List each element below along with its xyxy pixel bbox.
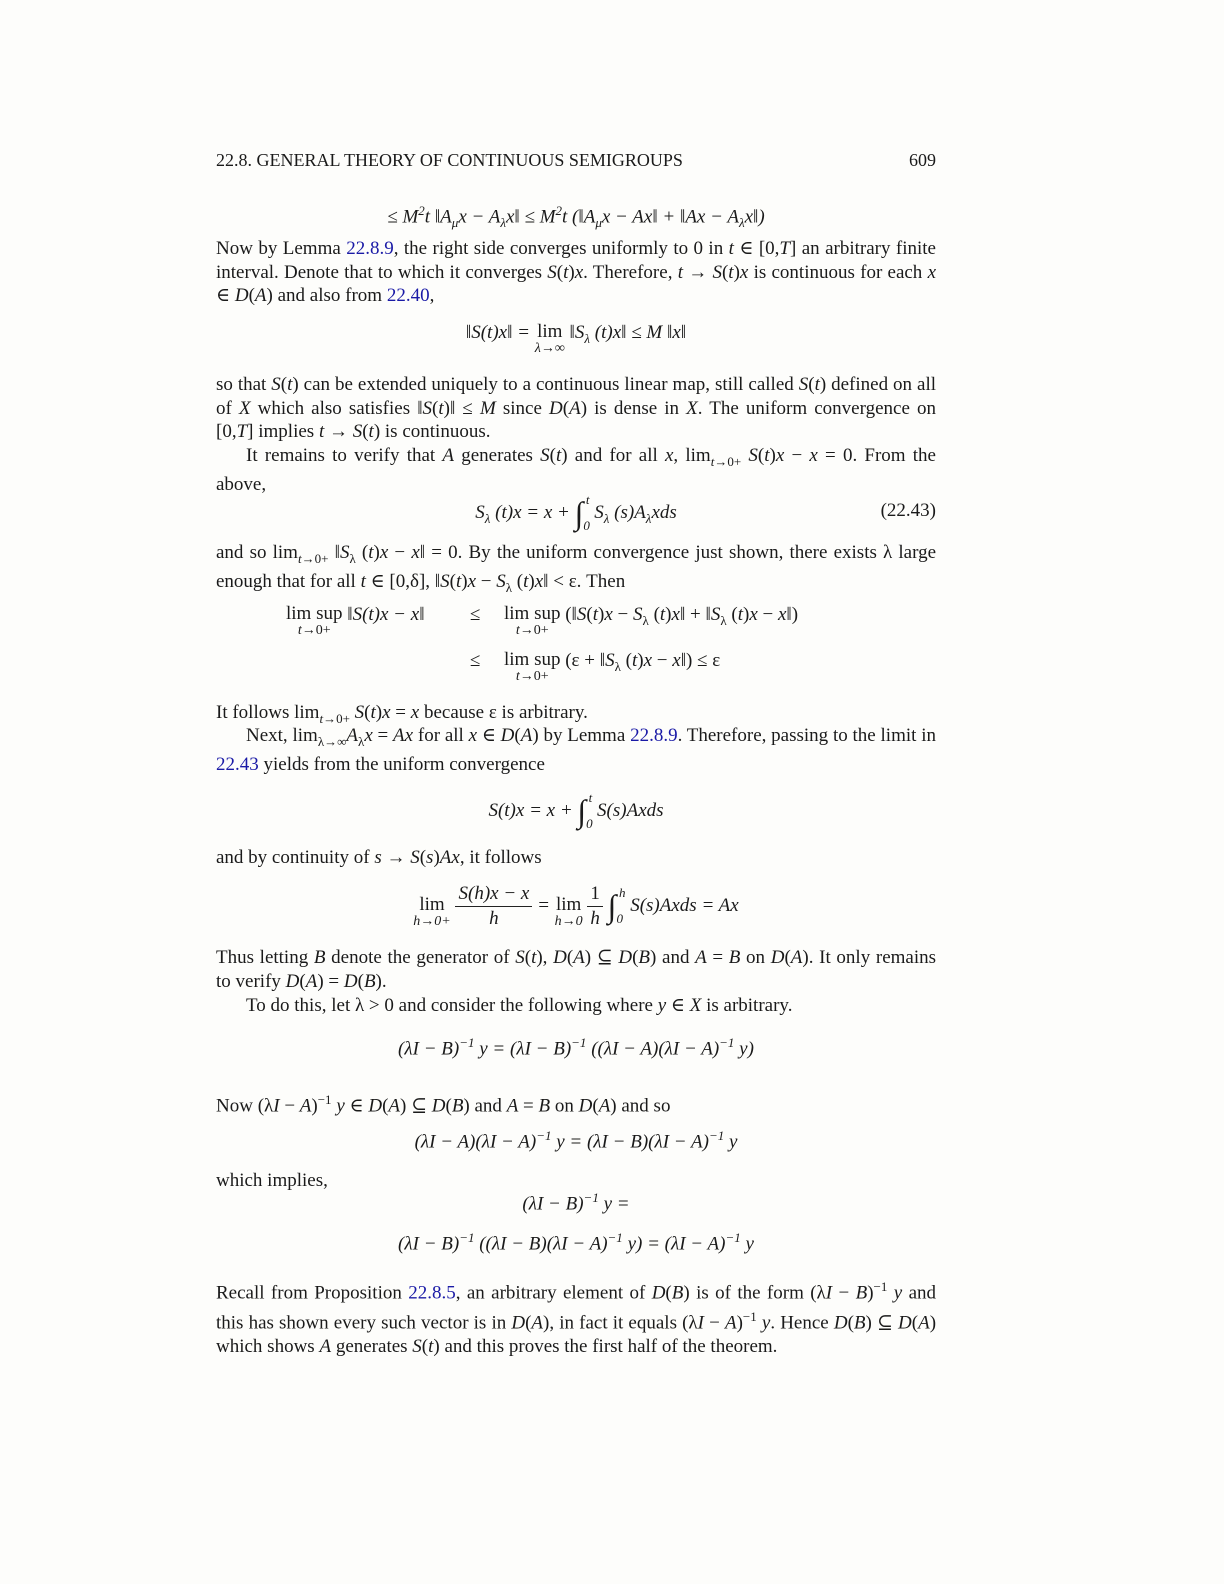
equation-generator: lim h→0+ $\frac{S(h)x - x}{h}$ = lim h→0 $\frac{1}{h}$ $\int_0^h$ S(s)Axds = Ax xyxy=(413,883,739,929)
equation-resolvent-3a: $(\lambda I - B)^{-1}$ y = xyxy=(522,1190,630,1215)
lemma-link[interactable]: 22.8.9 xyxy=(346,238,394,259)
paragraph-11: which implies, xyxy=(216,1170,328,1191)
paragraph-2: so that S(t) can be extended uniquely to a continuous linear map, still called S(t) defined on all of X which also satisfies ‖S(t)‖ ≤ M since D(A) is dense in X. The uniform convergence on [0,T] implies t → S(t) is continuous. xyxy=(216,374,936,443)
paragraph-10: Now $(\lambda I - A)^{-1}$ y ∈ D(A) ⊆ D(B) and A = B on D(A) and so xyxy=(216,1092,671,1117)
paragraph-5: It follows $\lim_{t\to 0+} S(t)x = x$ because ε is arbitrary. xyxy=(216,702,588,726)
lemma-link-2[interactable]: 22.8.9 xyxy=(630,725,678,746)
equation-resolvent-1: $(\lambda I - B)^{-1}$ $y = (\lambda I - B)^{-1}$ ($(\lambda I - A)(\lambda I - A)^{-1}$ y) xyxy=(398,1035,754,1060)
paragraph-9: To do this, let λ > 0 and consider the following where y ∈ X is arbitrary. xyxy=(246,995,793,1016)
section-title: 22.8. GENERAL THEORY OF CONTINUOUS SEMIGROUPS xyxy=(216,150,683,170)
equation-resolvent-2: $(\lambda I - A)(\lambda I - A)^{-1}$ $y = (\lambda I - B)(\lambda I - A)^{-1}$ y xyxy=(414,1128,738,1153)
equation-22-43: $S_\lambda$ $(t)x = x + \int_0^t$ $S_\lambda$ $(s)A_\lambda xds$ (22.43) xyxy=(475,492,936,533)
paragraph-6: Next, $\lim_{\lambda\to\infty}A_\lambda x = Ax$ for all x ∈ D(A) by Lemma 22.8.9. Therefore, passing to the limit in 22.43 yields from the uniform convergence xyxy=(216,725,936,776)
equation-label: (22.43) xyxy=(880,500,936,521)
equation-limsup: lim sup t→0+ ‖S(t)x − x‖ ≤ lim sup t→0+ (‖S(t)x − $S_\lambda$ (t)x‖ + $‖S_\lambda$ (t)x − x‖) ≤ lim sup t→0+ ($\varepsilon + ‖S_\lambda$ (t)x − x‖) ≤ ε xyxy=(286,603,799,684)
page-number: 609 xyxy=(909,150,936,170)
running-header xyxy=(216,150,936,171)
paragraph-7: and by continuity of s → S(s)Ax, it follows xyxy=(216,847,542,868)
equation-top: ≤ $M^2t$ $‖A_\mu x$ − $A_\lambda x‖ \le M^2t$ ($‖A_\mu x$ − Ax‖ + ‖Ax − $A_\lambda x‖$) xyxy=(387,203,765,231)
paragraph-1: Now by Lemma 22.8.9, the right side converges uniformly to 0 in t ∈ [0,T] an arbitrary finite interval. Denote that to which it converges S(t)x. Therefore, t → S(t)x is continuous for each x ∈ D(A) and also from 22.40, xyxy=(216,238,936,307)
equation-link[interactable]: 22.40 xyxy=(386,285,430,307)
paragraph-4: and so $\lim_{t\to 0+}$ $‖S_\lambda$ (t)x − x‖ = 0. By the uniform convergence just shown, there exists λ large enough that for all t ∈ [0,δ], ‖S(t)x − $S_\lambda$ (t)x‖ < ε. Then xyxy=(216,542,937,596)
equation-link-2[interactable]: 22.43 xyxy=(216,754,259,776)
equation-norm: ‖S(t)x‖ = lim λ→∞ $‖S_\lambda$ (t)x‖ ≤ M ‖x‖ xyxy=(465,321,687,356)
equation-st: $S(t)x = x + \int_0^t$ S(s)Axds xyxy=(488,790,664,831)
page xyxy=(216,0,936,1584)
paragraph-12: Recall from Proposition 22.8.5, an arbitrary element of D(B) is of the form $(\lambda I - B)^{-1}$ y and this has shown every such vector is in D(A), in fact it equals $(\lambda I - A)^{-1}$ y. Hence D(B) ⊆ D(A) which shows A generates S(t) and this proves the first half of the theorem. xyxy=(216,1279,937,1357)
proposition-link[interactable]: 22.8.5 xyxy=(408,1282,456,1304)
paragraph-8: Thus letting B denote the generator of S(t), D(A) ⊆ D(B) and A = B on D(A). It only remains to verify D(A) = D(B). xyxy=(216,947,937,992)
equation-resolvent-3b: $(\lambda I - B)^{-1}$ ($(\lambda I - B)(\lambda I - A)^{-1}$ $y) = (\lambda I - A)^{-1}$ y xyxy=(398,1230,754,1255)
paragraph-3: It remains to verify that A generates S(t) and for all x, $\lim_{t\to 0+} S(t)x - x = 0$. From the above, xyxy=(216,445,936,496)
